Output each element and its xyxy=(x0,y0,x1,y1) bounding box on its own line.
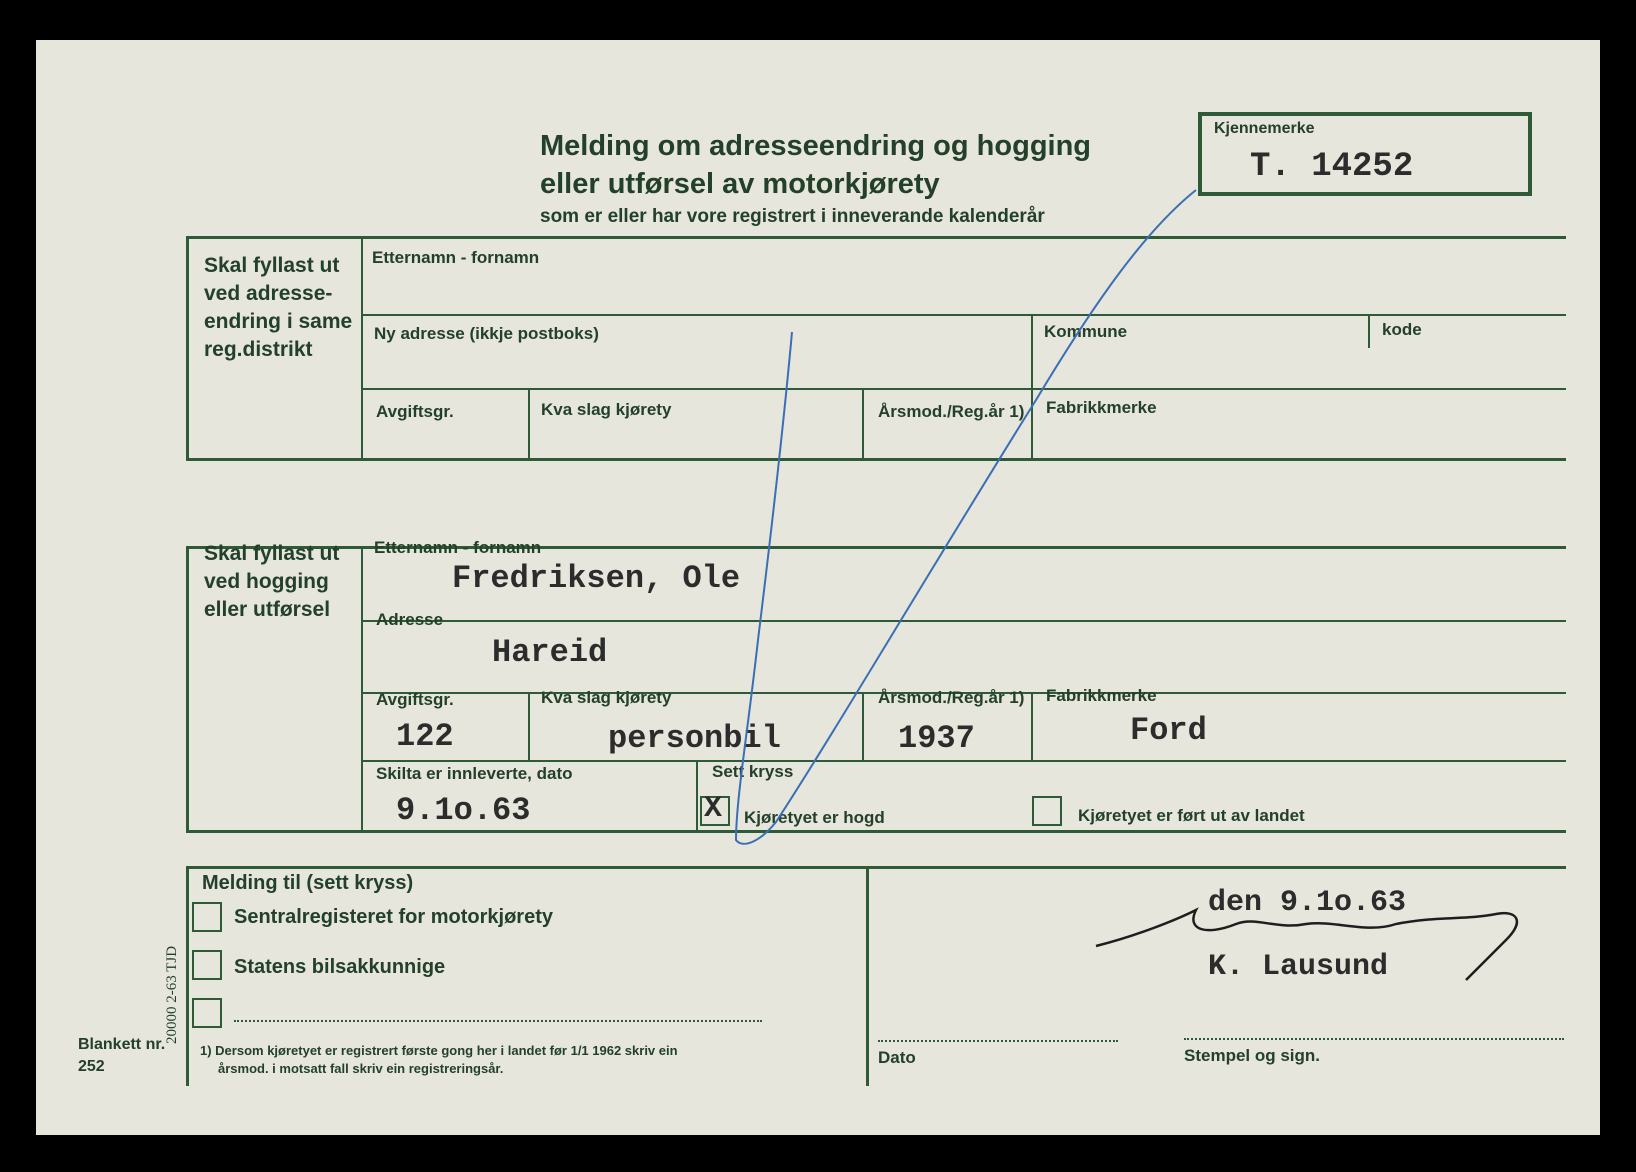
section1-left-border xyxy=(186,236,189,461)
stamp-line xyxy=(1184,1038,1564,1040)
section2-check-divider xyxy=(696,762,698,830)
section2-row1-line xyxy=(361,620,1566,622)
form-title-line1: Melding om adresseendring og hogging xyxy=(540,130,1092,162)
section2-side-divider xyxy=(361,546,363,832)
section2-vehicle-type-value: personbil xyxy=(608,720,781,757)
registration-value: T. 14252 xyxy=(1250,148,1414,186)
stamp-label: Stempel og sign. xyxy=(1184,1046,1321,1065)
section2-type-divider xyxy=(862,694,864,760)
registration-label: Kjennemerke xyxy=(1214,120,1315,137)
form-number: 252 xyxy=(78,1058,105,1075)
form-title-line2: eller utførsel av motorkjørety xyxy=(540,168,940,200)
section2-fee-value: 122 xyxy=(396,718,454,755)
section2-check-label: Sett kryss xyxy=(712,762,794,781)
form-sheet xyxy=(36,40,1600,1135)
section2-model-year-label: Årsmod./Reg.år 1) xyxy=(878,688,1025,707)
section2-address-value: Hareid xyxy=(492,634,608,671)
sign-date: den 9.1o.63 xyxy=(1208,886,1407,920)
scrapped-label: Kjøretyet er hogd xyxy=(744,808,885,827)
section2-fee-label: Avgiftsgr. xyxy=(376,690,454,709)
section3-heading: Melding til (sett kryss) xyxy=(202,872,414,894)
section1-kode-divider xyxy=(1368,316,1370,348)
exported-label: Kjøretyet er ført ut av landet xyxy=(1078,806,1305,825)
option2-label: Statens bilsakkunnige xyxy=(234,956,446,978)
section2-model-year-value: 1937 xyxy=(898,720,975,757)
section2-plates-value: 9.1o.63 xyxy=(396,792,531,829)
date-line xyxy=(878,1040,1118,1042)
footnote-line1: 1) Dersom kjøretyet er registrert første gong her i landet før 1/1 1962 skriv ein xyxy=(200,1043,678,1058)
section1-address-label: Ny adresse (ikkje postboks) xyxy=(374,324,599,343)
section1-code-label: kode xyxy=(1382,320,1422,339)
option1-label: Sentralregisteret for motorkjørety xyxy=(234,906,553,928)
section1-side-label: Skal fyllast ut ved adresse-endring i same reg.distrikt xyxy=(204,254,353,361)
section3-left-border xyxy=(186,866,189,1086)
date-label: Dato xyxy=(878,1048,916,1067)
section1-vehicle-type-label: Kva slag kjørety xyxy=(541,400,672,419)
form-label: Blankett nr. xyxy=(78,1036,166,1053)
section2-left-border xyxy=(186,546,189,832)
signer-name: K. Lausund xyxy=(1208,950,1389,984)
section1-make-label: Fabrikkmerke xyxy=(1046,398,1157,417)
section1-name-label: Etternamn - fornamn xyxy=(372,248,540,267)
option1-checkbox[interactable] xyxy=(192,902,222,932)
section1-top-border xyxy=(186,236,1566,239)
print-code: 20000 2-63 TJD xyxy=(164,945,180,1044)
section1-year-divider xyxy=(1031,390,1033,460)
section2-fee-divider xyxy=(528,694,530,760)
option2-checkbox[interactable] xyxy=(192,950,222,980)
section1-model-year-label: Årsmod./Reg.år 1) xyxy=(878,402,1025,421)
section2-address-label: Adresse xyxy=(376,610,444,629)
section2-name-label: Etternamn - fornamn xyxy=(374,538,542,557)
section1-side-divider xyxy=(361,236,363,461)
section2-name-value: Fredriksen, Ole xyxy=(452,560,741,597)
section2-make-label: Fabrikkmerke xyxy=(1046,686,1157,705)
section1-row2-line xyxy=(361,388,1566,390)
section2-year-divider xyxy=(1031,694,1033,760)
section1-type-divider xyxy=(862,390,864,460)
section3-middle-divider xyxy=(866,866,869,1086)
form-subtitle: som er eller har vore registrert i inneverande kalenderår xyxy=(540,206,1045,227)
section2-vehicle-type-label: Kva slag kjørety xyxy=(541,688,672,707)
section2-make-value: Ford xyxy=(1130,712,1207,749)
section2-plates-label: Skilta er innleverte, dato xyxy=(376,764,573,783)
section3-top-border xyxy=(186,866,1566,869)
section1-municipality-label: Kommune xyxy=(1044,322,1128,341)
section1-kommune-divider xyxy=(1031,316,1033,388)
scrapped-check-mark: X xyxy=(704,792,723,826)
section1-bottom-border xyxy=(186,458,1566,461)
section1-fee-label: Avgiftsgr. xyxy=(376,402,454,421)
section2-bottom-border xyxy=(186,830,1566,833)
footnote-line2: årsmod. i motsatt fall skriv ein registreringsår. xyxy=(218,1061,504,1076)
exported-checkbox[interactable] xyxy=(1032,796,1062,826)
registration-box xyxy=(1198,112,1532,196)
section1-row1-line xyxy=(361,314,1566,316)
section2-side-label: Skal fyllast ut ved hogging eller utførsel xyxy=(204,542,340,621)
section1-fee-divider xyxy=(528,390,530,460)
section2-row3-line xyxy=(361,760,1566,762)
option3-checkbox[interactable] xyxy=(192,998,222,1028)
option3-blank-line xyxy=(234,1020,762,1022)
scrapped-checkbox[interactable] xyxy=(700,792,730,826)
